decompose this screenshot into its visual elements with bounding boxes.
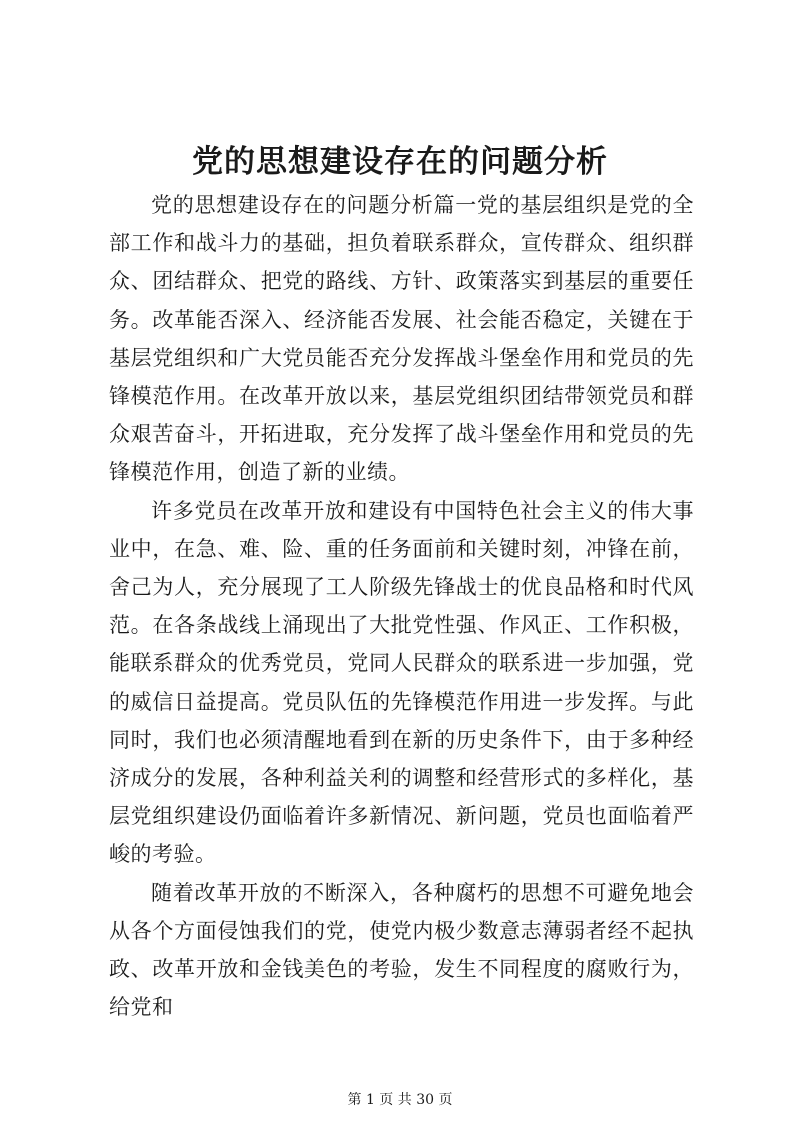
paragraph-1: 党的思想建设存在的问题分析篇一党的基层组织是党的全部工作和战斗力的基础，担负着联系群众，宣传群众、组织群众、团结群众、把党的路线、方针、政策落实到基层的重要任务。改革能否深入、经济能否发展、社会能否稳定，关键在于基层党组织和广大党员能否充分发挥战斗堡垒作用和党员的先锋模范作用。在改革开放以来，基层党组织团结带领党员和群众艰苦奋斗，开拓进取，充分发挥了战斗堡垒作用和党员的先锋模范作用，创造了新的业绩。 [109, 193, 694, 485]
paragraph-3: 随着改革开放的不断深入，各种腐朽的思想不可避免地会从各个方面侵蚀我们的党，使党内极少数意志薄弱者经不起执政、改革开放和金钱美色的考验，发生不同程度的腐败行为，给党和 [109, 880, 694, 1020]
paragraph-2: 许多党员在改革开放和建设有中国特色社会主义的伟大事业中，在急、难、险、重的任务面前和关键时刻，冲锋在前，舍己为人，充分展现了工人阶级先锋战士的优良品格和时代风范。在各条战线上涌现出了大批党性强、作风正、工作积极，能联系群众的优秀党员，党同人民群众的联系进一步加强，党的威信日益提高。党员队伍的先锋模范作用进一步发挥。与此同时，我们也必须清醒地看到在新的历史条件下，由于多种经济成分的发展，各种利益关利的调整和经营形式的多样化，基层党组织建设仍面临着许多新情况、新问题，党员也面临着严峻的考验。 [109, 498, 694, 867]
document-title: 党的思想建设存在的问题分析 [192, 144, 608, 180]
document-body [109, 186, 694, 1026]
page-number-footer: 第 1 页 共 30 页 [347, 1092, 453, 1108]
